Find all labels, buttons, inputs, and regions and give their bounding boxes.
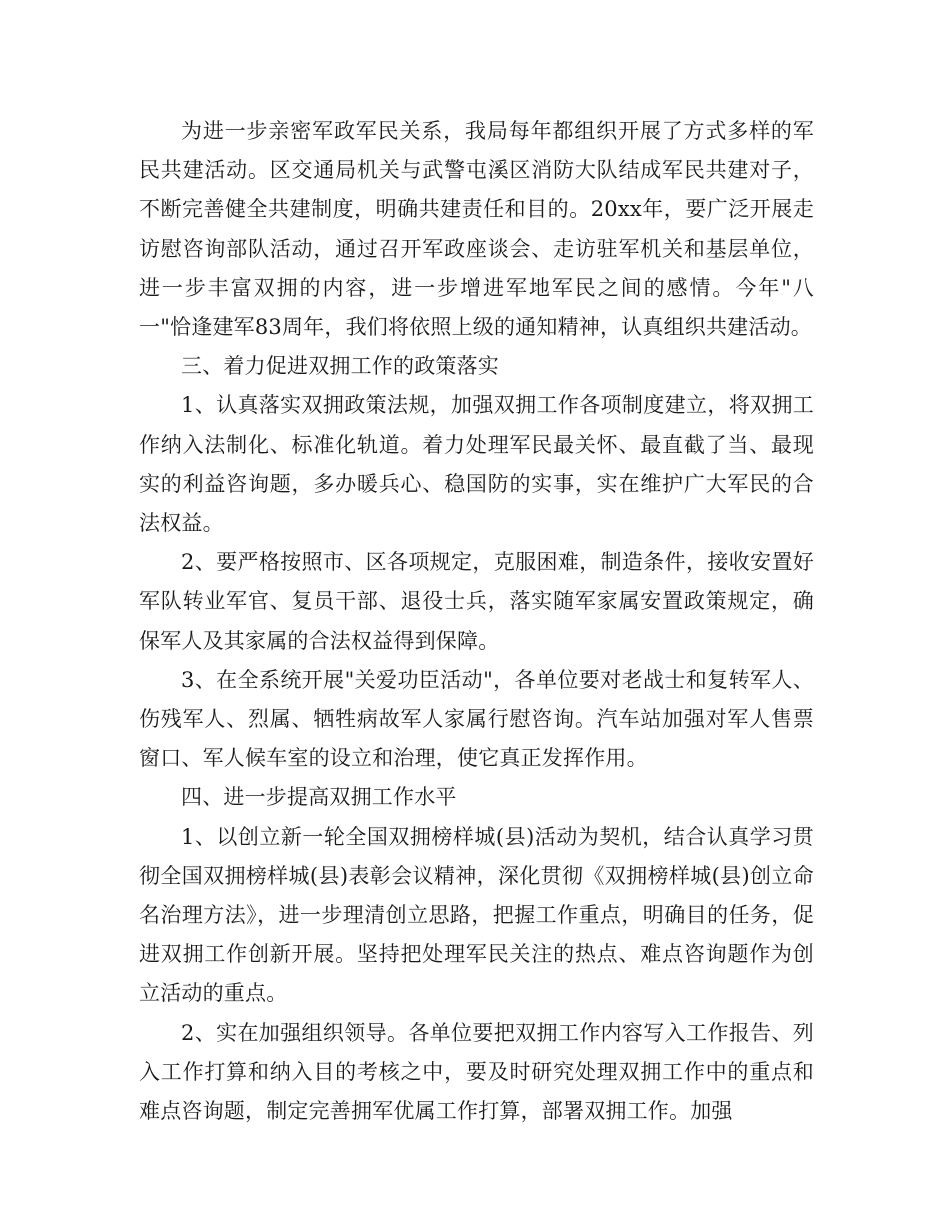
paragraph-4-2: 2、实在加强组织领导。各单位要把双拥工作内容写入工作报告、列入工作打算和纳入目的考核之中，要及时研究处理双拥工作中的重点和难点咨询题，制定完善拥军优属工作打算，部署双拥工作。加强 <box>139 1020 814 1124</box>
paragraph-3-1: 1、认真落实双拥政策法规，加强双拥工作各项制度建立，将双拥工作纳入法制化、标准化轨道。着力处理军民最关怀、最直截了当、最现实的利益咨询题，多办暖兵心、稳国防的实事，实在维护广大军民的合法权益。 <box>139 393 814 536</box>
paragraph-4-1: 1、以创立新一轮全国双拥榜样城(县)活动为契机，结合认真学习贯彻全国双拥榜样城(县)表彰会议精神，深化贯彻《双拥榜样城(县)创立命名治理方法》，进一步理清创立思路，把握工作重点，明确目的任务，促进双拥工作创新开展。坚持把处理军民关注的热点、难点咨询题作为创立活动的重点。 <box>139 824 814 1006</box>
section-heading-3: 三、着力促进双拥工作的政策落实 <box>181 354 499 379</box>
document-body <box>139 112 814 1131</box>
paragraph-3-2: 2、要严格按照市、区各项规定，克服困难，制造条件，接收安置好军队转业军官、复员干部、退役士兵，落实随军家属安置政策规定，确保军人及其家属的合法权益得到保障。 <box>139 550 814 653</box>
paragraph-intro: 为进一步亲密军政军民关系，我局每年都组织开展了方式多样的军民共建活动。区交通局机关与武警屯溪区消防大队结成军民共建对子，不断完善健全共建制度，明确共建责任和目的。20xx年，要广泛开展走访慰咨询部队活动，通过召开军政座谈会、走访驻军机关和基层单位，进一步丰富双拥的内容，进一步增进军地军民之间的感情。今年"八一"恰逢建军83周年，我们将依照上级的通知精神，认真组织共建活动。 <box>139 119 814 340</box>
paragraph-3-3: 3、在全系统开展"关爱功臣活动"，各单位要对老战士和复转军人、伤残军人、烈属、牺牲病故军人家属行慰咨询。汽车站加强对军人售票窗口、军人候车室的设立和治理，使它真正发挥作用。 <box>139 667 814 771</box>
section-heading-4: 四、进一步提高双拥工作水平 <box>181 785 457 810</box>
